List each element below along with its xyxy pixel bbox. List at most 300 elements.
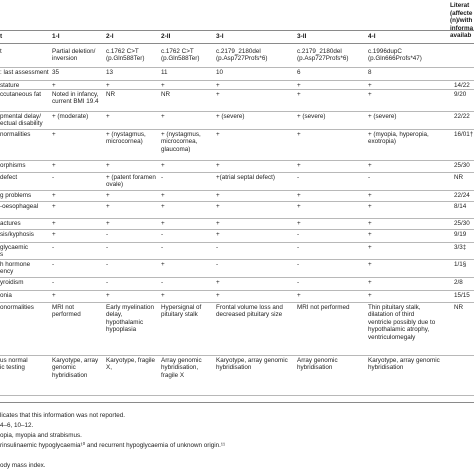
table-cell-c6 <box>368 48 422 63</box>
table-row <box>0 46 474 67</box>
cell-line: X, <box>106 364 112 372</box>
table-cell-c6 <box>368 261 372 268</box>
cell-line: - <box>52 174 55 181</box>
table-cell-c3 <box>161 91 170 98</box>
cell-line: + <box>106 162 110 169</box>
table-cell-feature <box>0 244 28 259</box>
table-cell-lit <box>454 174 463 181</box>
cell-line: Karyotype, array genomic <box>368 357 440 364</box>
cell-line: + <box>161 113 165 120</box>
table-cell-lit <box>454 261 466 268</box>
bottom-rule <box>0 402 474 403</box>
table-cell-c2 <box>106 220 110 227</box>
column-header: 2-I <box>106 33 114 40</box>
cell-line: Noted in infancy, <box>52 91 99 98</box>
cell-line: ccutaneous fat <box>0 91 41 98</box>
cell-line: + <box>106 220 110 227</box>
table-cell-lit <box>454 131 473 138</box>
table-cell-c1 <box>52 192 56 199</box>
column-header: 1-I <box>52 33 60 40</box>
cell-line: pmental delay/ <box>0 113 41 120</box>
cell-line: 10 <box>216 69 224 76</box>
footnote-line: rinsulinaemic hypoglycaemia¹⁰ and recurrent hypoglycaemia of unknown origin.¹¹ <box>0 442 226 449</box>
table-cell-lit <box>454 244 466 251</box>
table-cell-c3 <box>161 162 165 169</box>
table-cell-c3 <box>161 69 168 76</box>
cell-line: + <box>52 231 56 238</box>
cell-line: + <box>216 203 220 210</box>
table-cell-c2 <box>106 203 110 210</box>
cell-line: - <box>297 261 300 268</box>
row-divider <box>0 395 474 396</box>
cell-line: NR <box>454 304 464 311</box>
table-cell-c4 <box>216 304 283 319</box>
table-cell-c3 <box>161 203 165 210</box>
cell-line: + <box>368 82 372 89</box>
table-cell-c4 <box>216 48 267 63</box>
table-cell-c1 <box>52 231 56 238</box>
cell-line: 6 <box>297 69 301 76</box>
table-cell-feature <box>0 203 38 210</box>
table-row <box>0 190 474 201</box>
cell-line: + <box>368 261 372 268</box>
lit-header-line: (affecte <box>450 9 473 17</box>
cell-line: inversion <box>52 55 78 63</box>
table-cell-c5 <box>297 357 338 372</box>
cell-line: NR <box>454 174 464 181</box>
cell-line: - <box>106 279 109 286</box>
cell-line: - <box>161 174 164 181</box>
cell-line: + (severe) <box>216 113 245 120</box>
cell-line: + <box>297 203 301 210</box>
cell-line: - <box>297 244 300 251</box>
cell-line: Karyotype, array genomic <box>216 357 288 364</box>
table-cell-c6 <box>368 220 372 227</box>
table-cell-c2 <box>106 231 108 238</box>
cell-line: glaucoma) <box>161 145 191 153</box>
cell-line: h hormone <box>0 261 31 268</box>
cell-line: decreased pituitary size <box>216 311 283 319</box>
cell-line: actures <box>0 220 21 227</box>
table-cell-c4 <box>216 162 220 169</box>
table-cell-lit <box>454 231 466 238</box>
table-cell-c5 <box>297 304 350 311</box>
cell-line: - <box>52 279 55 286</box>
cell-line: MRI not performed <box>297 304 350 311</box>
cell-line: + (severe) <box>297 113 326 120</box>
cell-line: + <box>161 292 165 299</box>
table-cell-c2 <box>106 357 155 372</box>
cell-line: NR <box>161 91 171 98</box>
cell-line: + <box>52 203 56 210</box>
table-cell-feature <box>0 220 21 227</box>
cell-line: NR <box>106 91 116 98</box>
cell-line: ventricle possibly due to <box>368 318 436 326</box>
table-cell-c3 <box>161 220 165 227</box>
column-header: 3-II <box>297 33 307 40</box>
cell-line: microcornea) <box>106 138 143 146</box>
table-cell-c5 <box>297 220 301 227</box>
cell-line: Partial deletion/ <box>52 48 96 55</box>
table-row <box>0 67 474 80</box>
table-cell-lit <box>454 279 463 286</box>
table-cell-c1 <box>52 279 54 286</box>
cell-line: - <box>161 279 164 286</box>
column-header: 3-I <box>216 33 224 40</box>
table-cell-c1 <box>52 304 81 319</box>
table-cell-c5 <box>297 48 348 63</box>
cell-line: hybridisation <box>368 364 404 372</box>
lit-header-line: (n)/with <box>450 17 473 25</box>
table-cell-c1 <box>52 48 95 63</box>
cell-line: orphisms <box>0 162 26 169</box>
cell-line: 16/01† <box>454 131 474 138</box>
table-cell-c2 <box>106 113 110 120</box>
cell-line: + <box>368 292 372 299</box>
table-cell-c6 <box>368 203 372 210</box>
table-cell-feature <box>0 292 12 299</box>
table-cell-c1 <box>52 261 54 268</box>
table-cell-c4 <box>216 203 220 210</box>
table-cell-c2 <box>106 131 146 146</box>
cell-line: 3/3‡ <box>454 244 467 251</box>
table-cell-c6 <box>368 304 435 341</box>
footnote-line: 4–6, 10–12. <box>0 422 34 429</box>
cell-line: s <box>0 251 4 259</box>
cell-line: defect <box>0 174 18 181</box>
cell-line: + <box>297 131 301 138</box>
cell-line: hybridisation <box>52 371 88 379</box>
table-cell-feature <box>0 48 2 55</box>
table-cell-c2 <box>106 292 110 299</box>
cell-line: ency <box>0 268 14 276</box>
cell-line: + <box>106 82 110 89</box>
table-cell-c5 <box>297 231 299 238</box>
cell-line: t <box>0 48 2 55</box>
cell-line: + <box>161 162 165 169</box>
table-cell-c3 <box>161 261 165 268</box>
cell-line: + (patent foramen <box>106 174 156 181</box>
top-rule <box>0 30 474 31</box>
table-cell-c6 <box>368 279 372 286</box>
column-header: 2-II <box>161 33 171 40</box>
cell-line: Karyotype, array <box>52 357 99 364</box>
table-cell-feature <box>0 174 17 181</box>
table-cell-c5 <box>297 113 326 120</box>
cell-line: 8/14 <box>454 203 467 210</box>
table-cell-c1 <box>52 220 56 227</box>
cell-line: + <box>216 82 220 89</box>
cell-line: dilatation of third <box>368 311 415 319</box>
cell-line: + <box>161 203 165 210</box>
cell-line: Array genomic <box>161 357 202 364</box>
table-cell-c5 <box>297 131 301 138</box>
cell-line: + <box>297 292 301 299</box>
cell-line: hybridisation, <box>161 364 199 372</box>
cell-line: exotropia) <box>368 138 397 146</box>
table-cell-c5 <box>297 279 299 286</box>
table-cell-c2 <box>106 244 108 251</box>
table-cell-lit <box>454 220 470 227</box>
lit-header-line: informa <box>450 24 474 32</box>
table-cell-c2 <box>106 279 108 286</box>
cell-line: + <box>106 192 110 199</box>
table-cell-c2 <box>106 192 110 199</box>
table-cell-c5 <box>297 261 299 268</box>
cell-line: + <box>216 162 220 169</box>
cell-line: stature <box>0 82 20 89</box>
cell-line: + <box>161 261 165 268</box>
table-cell-c5 <box>297 244 299 251</box>
cell-line: ic testing <box>0 364 25 372</box>
lit-header-line: availab <box>450 32 472 40</box>
table-cell-c6 <box>368 113 397 120</box>
cell-line: + <box>52 162 56 169</box>
table-row <box>0 172 474 190</box>
cell-line: normalities <box>0 131 31 138</box>
table-cell-c3 <box>161 174 163 181</box>
table-cell-c2 <box>106 261 108 268</box>
cell-line: + <box>368 192 372 199</box>
cell-line: hybridisation <box>297 364 333 372</box>
table-cell-c2 <box>106 69 113 76</box>
table-row <box>0 229 474 242</box>
cell-line: + <box>52 82 56 89</box>
cell-line: + <box>216 91 220 98</box>
table-cell-c4 <box>216 131 220 138</box>
cell-line: 25/30 <box>454 220 470 227</box>
table-row <box>0 259 474 277</box>
table-cell-feature <box>0 261 30 276</box>
table-row <box>0 290 474 302</box>
table-cell-feature <box>0 131 30 138</box>
cell-line: + <box>216 131 220 138</box>
column-header: t <box>0 33 3 40</box>
cell-line: + <box>297 162 301 169</box>
cell-line: (p.Gln588Ter) <box>106 55 145 63</box>
cell-line: hybridisation <box>216 364 252 372</box>
cell-line: 11 <box>161 69 168 76</box>
table-cell-c6 <box>368 131 429 146</box>
table-cell-feature <box>0 231 34 238</box>
table-cell-c6 <box>368 162 372 169</box>
table-cell-c1 <box>52 162 56 169</box>
table-cell-c5 <box>297 69 301 76</box>
cell-line: + (nystagmus, <box>161 131 201 138</box>
cell-line: - <box>106 261 109 268</box>
cell-line: + <box>368 220 372 227</box>
table-cell-lit <box>454 203 466 210</box>
table-cell-lit <box>454 192 470 199</box>
cell-line: (p.Gln666Profs*47) <box>368 55 422 63</box>
cell-line: + <box>106 292 110 299</box>
footnote-line: opia, myopia and strabismus. <box>0 432 82 439</box>
table-cell-c5 <box>297 292 301 299</box>
table-row <box>0 355 474 395</box>
cell-line: c.1762 C>T <box>161 48 194 55</box>
cell-line: Frontal volume loss and <box>216 304 283 311</box>
cell-line: - <box>161 231 164 238</box>
cell-line: us normal <box>0 357 28 364</box>
table-cell-c1 <box>52 357 98 379</box>
cell-line: - <box>52 244 55 251</box>
cell-line: +(atrial septal defect) <box>216 174 275 181</box>
cell-line: Thin pituitary stalk, <box>368 304 421 311</box>
cell-line: 13 <box>106 69 114 76</box>
table-cell-c3 <box>161 48 200 63</box>
table-cell-c4 <box>216 261 218 268</box>
cell-line: onia <box>0 292 12 299</box>
table-cell-feature <box>0 69 49 76</box>
table-cell-c6 <box>368 192 372 199</box>
footnote-line: licates that this information was not reported. <box>0 412 125 419</box>
cell-line: : last assessment <box>0 69 49 76</box>
table-row <box>0 80 474 89</box>
cell-line: yroidism <box>0 279 24 286</box>
table-cell-lit <box>454 91 466 98</box>
cell-line: 14/22 <box>454 82 470 89</box>
cell-line: + <box>368 203 372 210</box>
cell-line: ovale) <box>106 181 124 189</box>
cell-line: + <box>297 220 301 227</box>
table-cell-c4 <box>216 113 245 120</box>
cell-line: + (nystagmus, <box>106 131 146 138</box>
table-cell-c2 <box>106 304 154 334</box>
cell-line: + <box>297 82 301 89</box>
cell-line: (p.Gln588Ter) <box>161 55 200 63</box>
cell-line: pituitary stalk <box>161 311 198 319</box>
cell-line: Array genomic <box>297 357 338 364</box>
table-cell-lit <box>454 304 463 311</box>
cell-line: + <box>216 220 220 227</box>
table-cell-feature <box>0 113 43 128</box>
table-cell-c3 <box>161 113 165 120</box>
table-cell-c1 <box>52 203 56 210</box>
cell-line: 25/30 <box>454 162 470 169</box>
cell-line: + <box>368 231 372 238</box>
cell-line: + <box>52 192 56 199</box>
table-cell-c6 <box>368 231 372 238</box>
table-cell-c1 <box>52 113 88 120</box>
table-cell-c6 <box>368 357 440 372</box>
cell-line: + <box>297 91 301 98</box>
table-cell-lit <box>454 113 470 120</box>
cell-line: g problems <box>0 192 32 199</box>
cell-line: ventriculomegaly <box>368 333 416 341</box>
cell-line: sis/kyphosis <box>0 231 34 238</box>
table-cell-c3 <box>161 357 202 379</box>
cell-line: genomic <box>52 364 76 372</box>
table-cell-c3 <box>161 231 163 238</box>
lit-header-line: Literat <box>450 2 470 9</box>
cell-line: - <box>297 231 300 238</box>
cell-line: + (severe) <box>368 113 397 120</box>
table-cell-c3 <box>161 292 165 299</box>
cell-line: + <box>161 82 165 89</box>
table-row <box>0 129 474 160</box>
cell-line: + <box>297 192 301 199</box>
cell-line: current BMI 19.4 <box>52 98 99 106</box>
cell-line: - <box>297 279 300 286</box>
table-cell-c4 <box>216 69 223 76</box>
table-cell-c6 <box>368 244 372 251</box>
table-cell-feature <box>0 279 23 286</box>
table-cell-c3 <box>161 279 163 286</box>
cell-line: 35 <box>52 69 60 76</box>
cell-line: 15/15 <box>454 292 470 299</box>
table-cell-feature <box>0 192 31 199</box>
cell-line: (p.Asp727Profs*6) <box>216 55 268 63</box>
cell-line: - <box>216 261 219 268</box>
cell-line: + <box>368 244 372 251</box>
table-cell-c1 <box>52 131 56 138</box>
table-cell-c3 <box>161 244 163 251</box>
table-cell-c4 <box>216 220 220 227</box>
cell-line: ectual disability <box>0 120 43 128</box>
cell-line: + <box>368 91 372 98</box>
table-cell-c4 <box>216 244 218 251</box>
cell-line: hypothalamic atrophy, <box>368 326 430 334</box>
cell-line: delay, <box>106 311 123 319</box>
cell-line: glycaemic <box>0 244 28 251</box>
cell-line: c.1762 C>T <box>106 48 139 55</box>
table-cell-c2 <box>106 162 110 169</box>
table-cell-c4 <box>216 91 220 98</box>
cell-line: + <box>368 162 372 169</box>
table-cell-c1 <box>52 174 54 181</box>
cell-line: - <box>161 244 164 251</box>
cell-line: 2/8 <box>454 279 463 286</box>
cell-line: + <box>368 279 372 286</box>
footnote-line: ody mass index. <box>0 462 46 469</box>
table-cell-c6 <box>368 174 370 181</box>
table-cell-c4 <box>216 231 220 238</box>
cell-line: fragile X <box>161 371 185 379</box>
table-cell-c2 <box>106 48 145 63</box>
cell-line: - <box>368 174 371 181</box>
table-cell-c3 <box>161 131 201 153</box>
table-cell-c6 <box>368 292 372 299</box>
table-cell-feature <box>0 91 41 98</box>
cell-line: hypothalamic <box>106 318 144 326</box>
table-cell-c4 <box>216 279 220 286</box>
column-header: 4-I <box>368 33 376 40</box>
table-cell-c5 <box>297 174 299 181</box>
table-cell-c6 <box>368 69 372 76</box>
table-row <box>0 277 474 290</box>
header-rule <box>0 43 474 44</box>
table-row <box>0 218 474 229</box>
cell-line: 1/1§ <box>454 261 467 268</box>
table-cell-c4 <box>216 174 275 181</box>
table-cell-c2 <box>106 174 156 189</box>
cell-line: 8 <box>368 69 372 76</box>
table-row <box>0 111 474 129</box>
cell-line: hypoplasia <box>106 326 137 334</box>
cell-line: + <box>52 131 56 138</box>
cell-line: Karyotype, fragile <box>106 357 156 364</box>
table-cell-lit <box>454 162 470 169</box>
cell-line: (p.Asp727Profs*6) <box>297 55 349 63</box>
table-cell-c3 <box>161 304 201 319</box>
table-cell-c5 <box>297 91 301 98</box>
cell-line: + <box>52 292 56 299</box>
literature-column-header <box>450 2 473 40</box>
cell-line: + <box>106 113 110 120</box>
table-cell-lit <box>454 292 470 299</box>
cell-line: performed <box>52 311 81 319</box>
table-cell-c4 <box>216 192 220 199</box>
